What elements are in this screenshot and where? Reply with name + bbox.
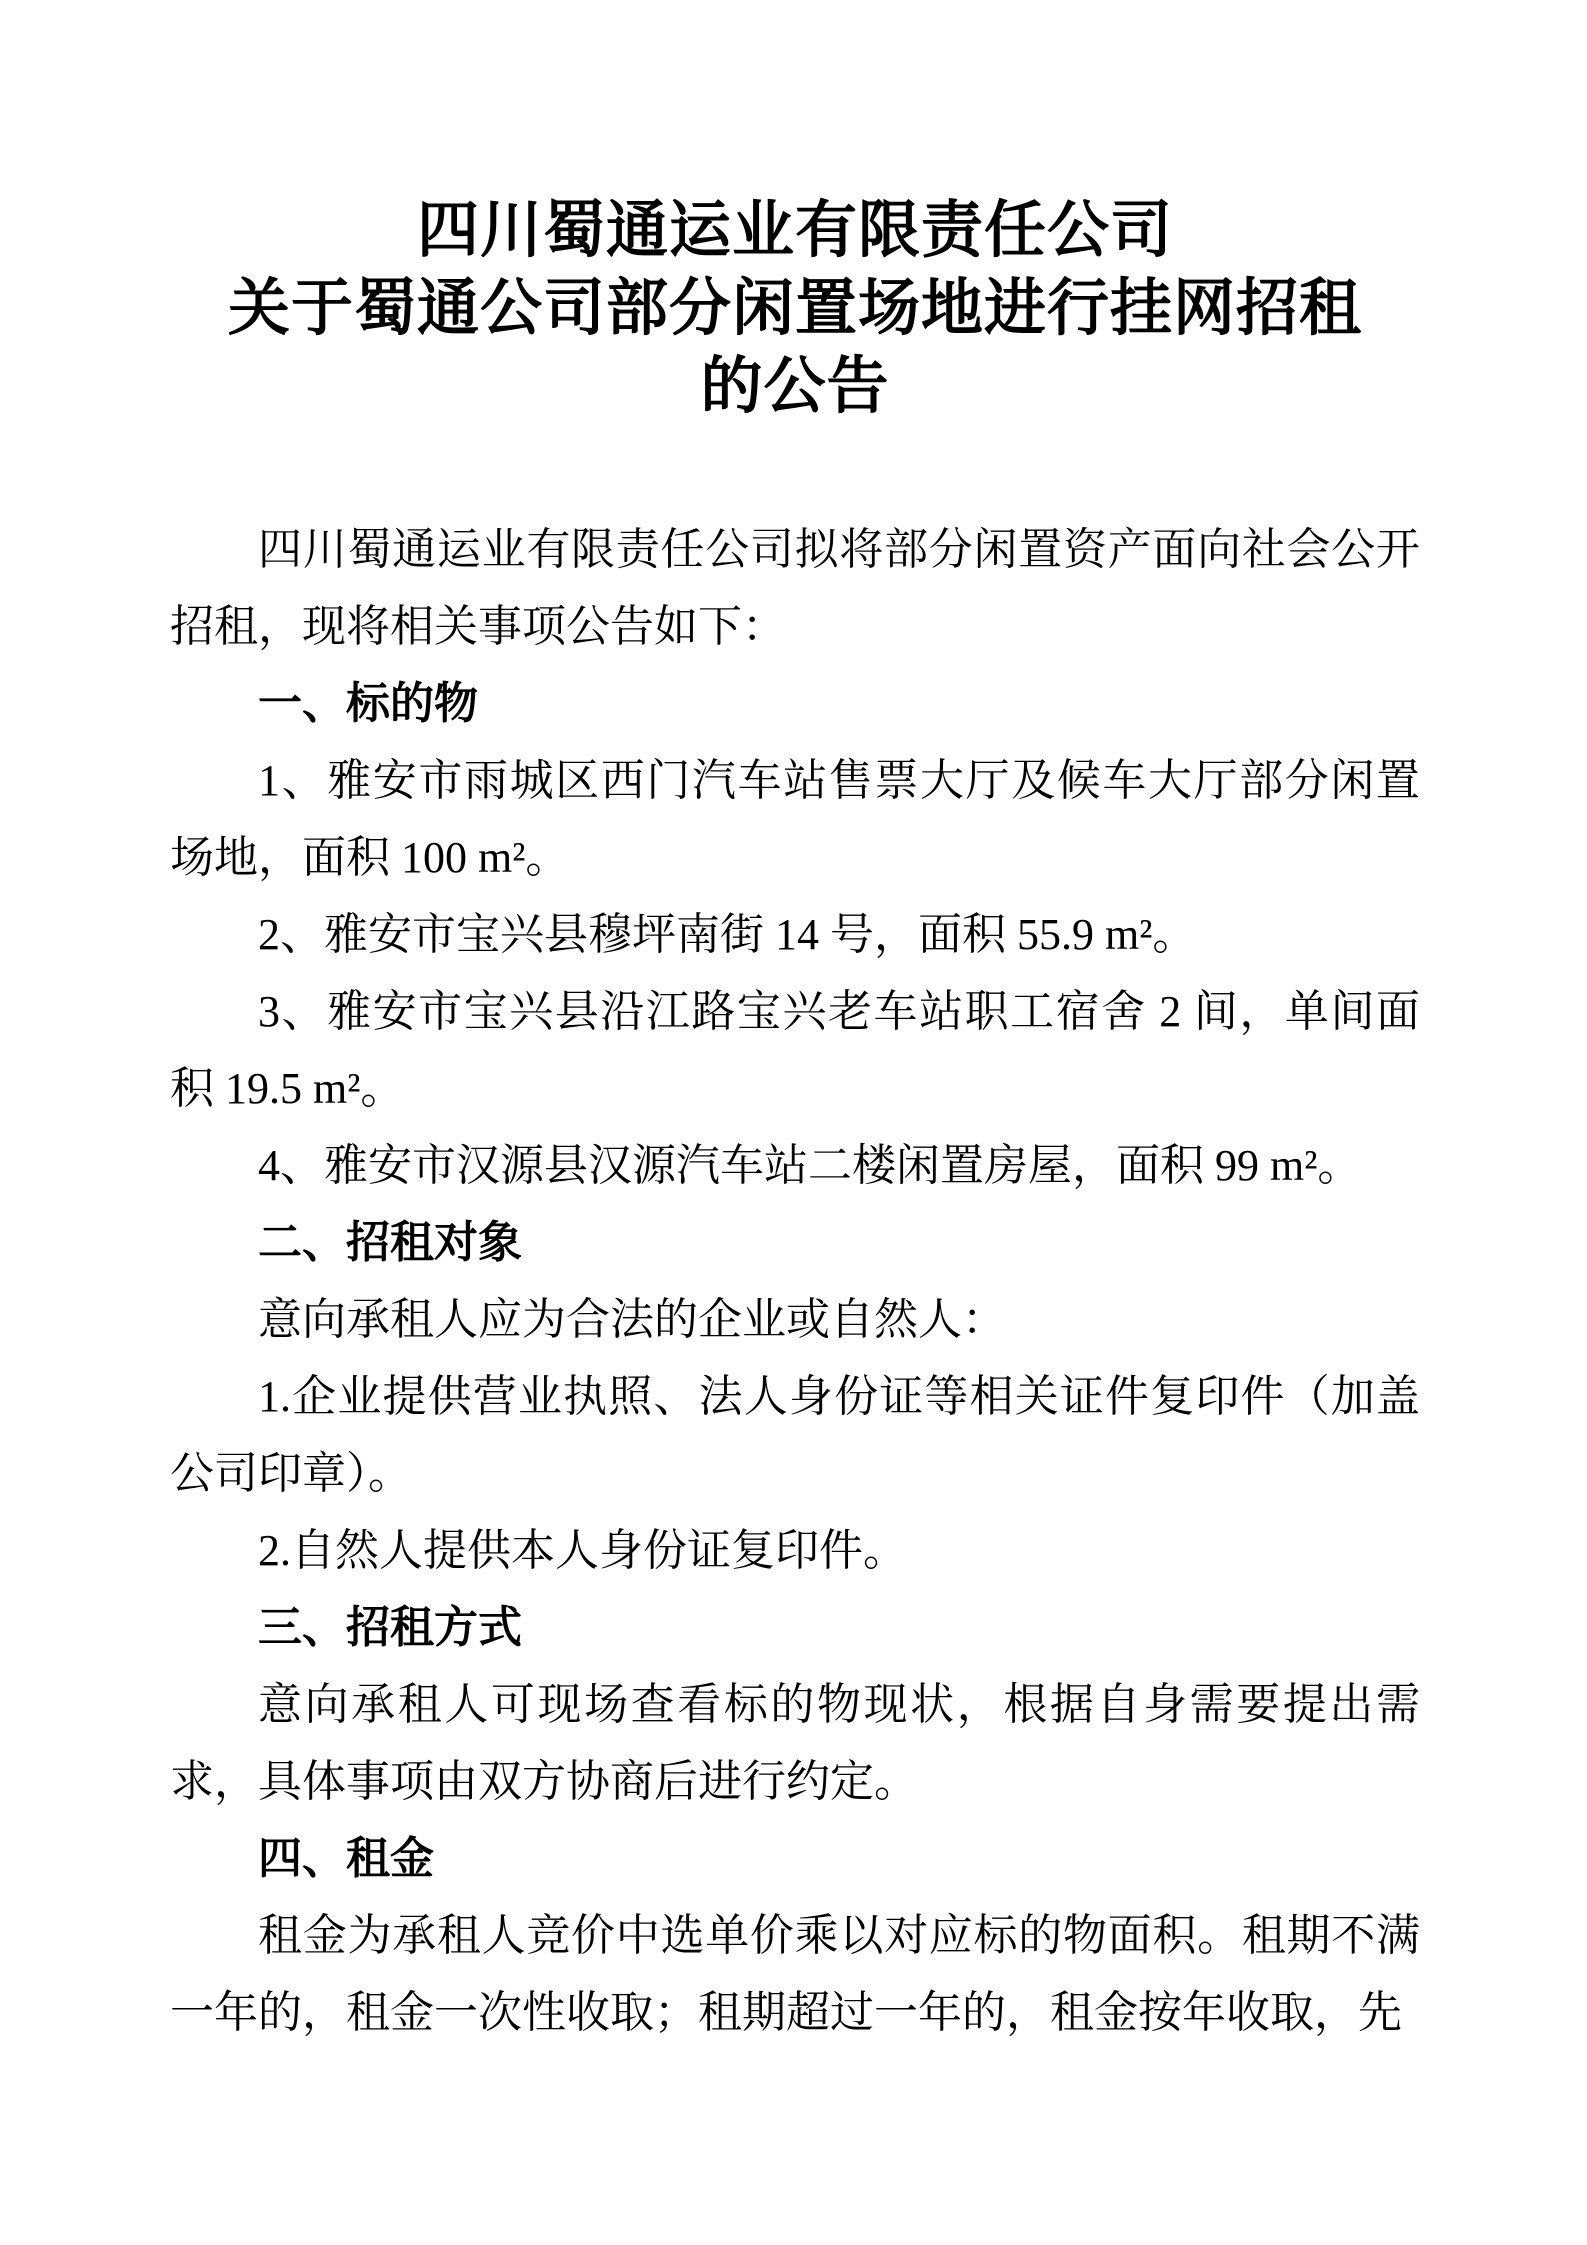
document-body	[170, 511, 1420, 2051]
section-heading-rent: 四、租金	[258, 1834, 434, 1883]
subject-item-4: 4、雅安市汉源县汉源汽车站二楼闲置房屋，面积 99 m²。	[258, 1141, 1362, 1190]
rent-paragraph: 租金为承租人竞价中选单价乘以对应标的物面积。租期不满一年的，租金一次性收取；租期超过一年的，租金按年收取，先	[170, 1911, 1420, 2037]
section-heading-subject: 一、标的物	[258, 679, 478, 728]
title-line-3: 的公告	[700, 353, 890, 421]
method-paragraph: 意向承租人可现场查看标的物现状，根据自身需要提出需求，具体事项由双方协商后进行约定。	[170, 1680, 1420, 1806]
title-line-1: 四川蜀通运业有限责任公司	[416, 197, 1173, 265]
subject-item-3: 3、雅安市宝兴县沿江路宝兴老车站职工宿舍 2 间，单间面积 19.5 m²。	[170, 987, 1420, 1113]
tenants-intro: 意向承租人应为合法的企业或自然人：	[258, 1295, 1006, 1344]
document-title	[170, 192, 1420, 426]
subject-item-2: 2、雅安市宝兴县穆坪南街 14 号，面积 55.9 m²。	[258, 910, 1197, 959]
subject-item-1: 1、雅安市雨城区西门汽车站售票大厅及候车大厅部分闲置场地，面积 100 m²。	[170, 756, 1420, 882]
section-heading-method: 三、招租方式	[258, 1603, 522, 1652]
tenants-item-2: 2.自然人提供本人身份证复印件。	[258, 1526, 907, 1575]
tenants-item-1: 1.企业提供营业执照、法人身份证等相关证件复印件（加盖公司印章）。	[170, 1372, 1420, 1498]
section-heading-tenants: 二、招租对象	[258, 1218, 522, 1267]
title-line-2: 关于蜀通公司部分闲置场地进行挂网招租	[227, 275, 1362, 343]
intro-paragraph: 四川蜀通运业有限责任公司拟将部分闲置资产面向社会公开招租，现将相关事项公告如下：	[170, 525, 1420, 651]
